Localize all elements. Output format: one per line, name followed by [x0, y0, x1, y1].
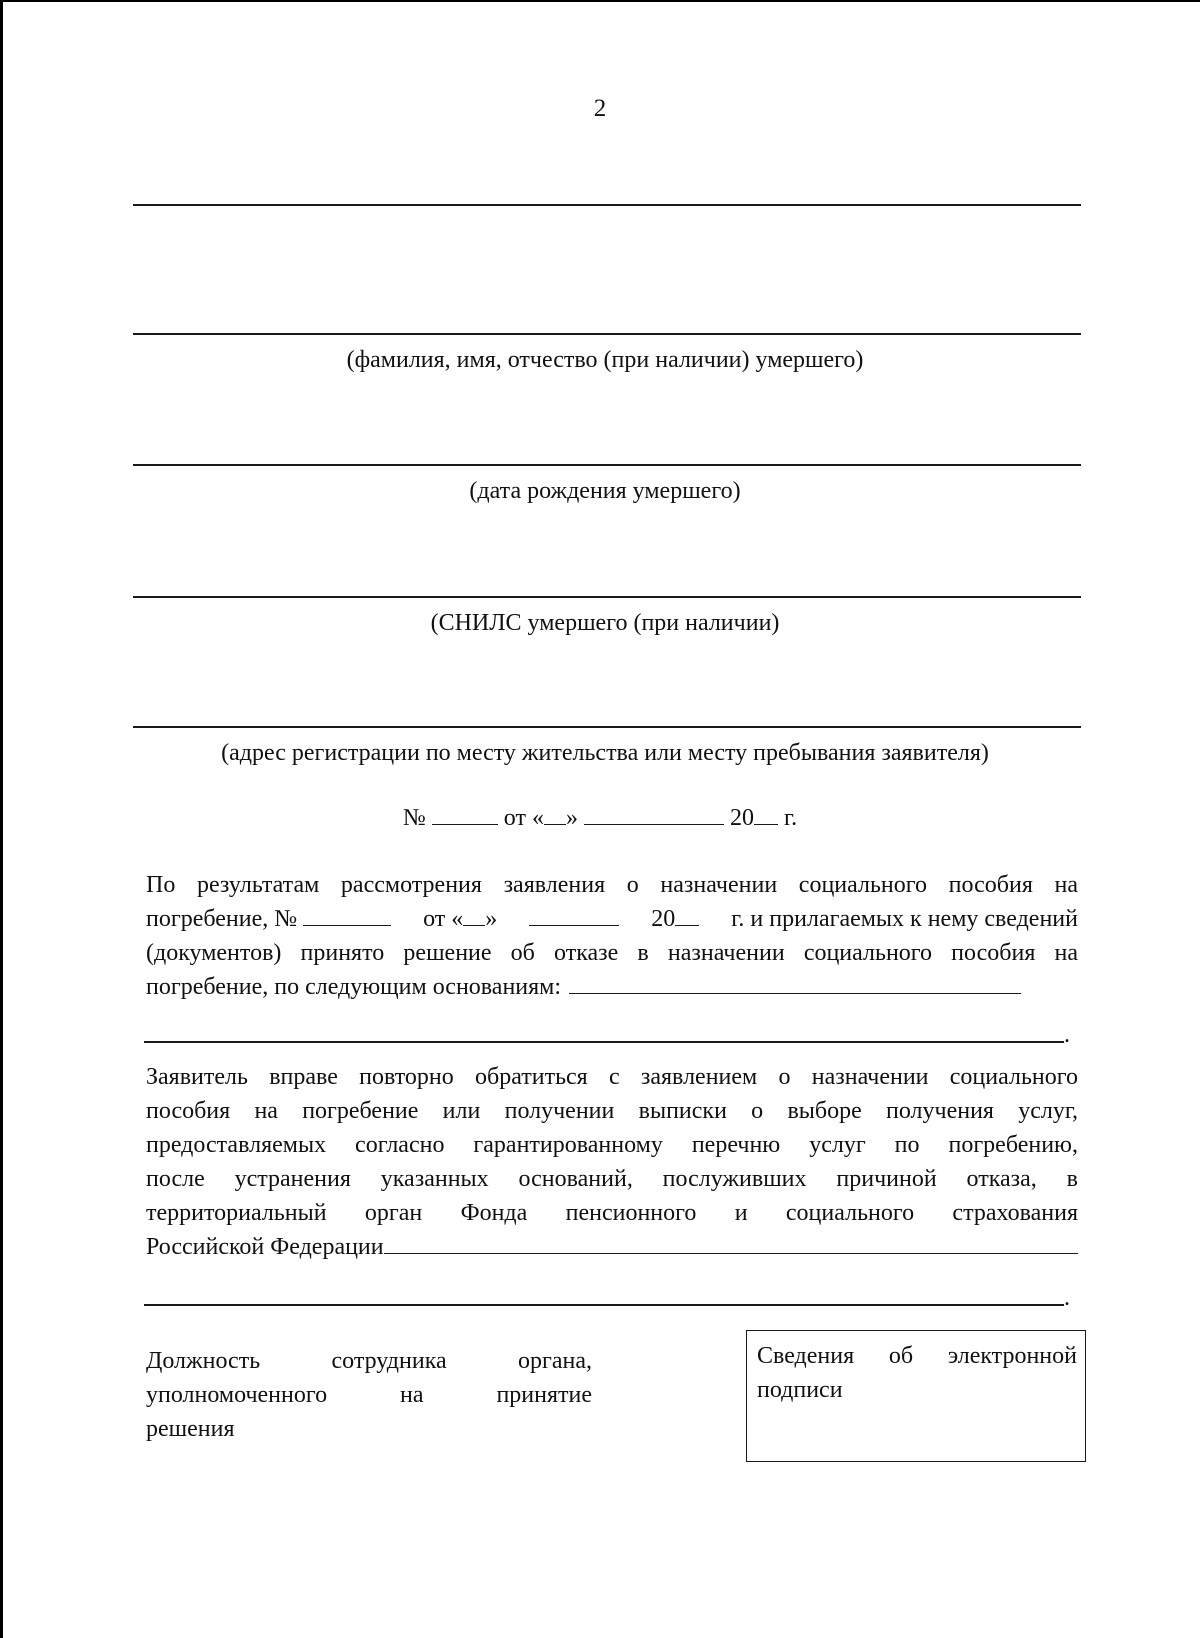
attached-info-text: г. и прилагаемых к нему сведений — [731, 906, 1078, 932]
reapply-line-3: предоставляемых согласно гарантированному перечню услуг по погребению, — [146, 1132, 1078, 1158]
year-suffix: г. — [783, 805, 798, 831]
position-word: на — [400, 1382, 424, 1408]
esign-word: об — [888, 1343, 914, 1369]
decision-number-line — [0, 804, 1200, 832]
application-no-label: погребение, № — [146, 906, 298, 932]
fund-end-dot: . — [1064, 1285, 1070, 1311]
year-blank — [754, 804, 778, 825]
position-line-3: решения — [146, 1416, 235, 1442]
fund-branch-blank — [384, 1233, 1078, 1254]
decision-paragraph — [146, 868, 1078, 1004]
reapply-line-5: территориальный орган Фонда пенсионного и социального страхования — [146, 1200, 1078, 1226]
full-name-line — [133, 333, 1081, 335]
reapply-line-2: пособия на погребение или получении выписки о выборе получения услуг, — [146, 1098, 1078, 1124]
application-month-blank — [529, 905, 619, 926]
number-blank — [432, 804, 498, 825]
page-number: 2 — [593, 95, 607, 122]
application-number-blank — [303, 905, 391, 926]
application-year-prefix: 20 — [651, 906, 676, 932]
birth-date-caption: (дата рождения умершего) — [469, 478, 741, 504]
recipient-line — [133, 204, 1081, 206]
esign-word: Сведения — [757, 1343, 855, 1369]
month-blank — [584, 804, 724, 825]
esign-line-1 — [757, 1339, 1077, 1373]
application-day-blank — [463, 905, 485, 926]
day-blank — [544, 804, 566, 825]
position-word: сотрудника — [331, 1348, 447, 1374]
reapply-line-4: после устранения указанных оснований, послуживших причиной отказа, в — [146, 1166, 1078, 1192]
esign-word: электронной — [947, 1343, 1077, 1369]
from-label: от « — [503, 805, 544, 831]
close-quote: » — [565, 805, 578, 831]
decision-line-2 — [146, 902, 1078, 936]
position-word: Должность — [146, 1348, 261, 1374]
snils-line — [133, 596, 1081, 598]
grounds-blank — [569, 973, 1021, 994]
reapply-line-6 — [146, 1230, 1078, 1264]
reapply-paragraph — [146, 1060, 1078, 1264]
grounds-continuation-line — [144, 1041, 1064, 1043]
scan-top-edge — [0, 0, 1200, 2]
birth-date-line — [133, 464, 1081, 466]
application-from-label: от « — [423, 906, 464, 932]
electronic-signature-box — [746, 1330, 1086, 1462]
position-word: принятие — [496, 1382, 592, 1408]
decision-line-3: (документов) принято решение об отказе в назначении социального пособия на — [146, 940, 1078, 966]
fund-continuation-line — [144, 1304, 1064, 1306]
decision-line-1: По результатам рассмотрения заявления о назначении социального пособия на — [146, 872, 1078, 898]
reapply-line-1: Заявитель вправе повторно обратиться с заявлением о назначении социального — [146, 1064, 1078, 1090]
snils-caption: (СНИЛС умершего (при наличии) — [430, 610, 780, 636]
esign-line-2: подписи — [757, 1377, 843, 1403]
fund-name-label: Российской Федерации — [146, 1234, 384, 1260]
position-line-1 — [146, 1344, 592, 1378]
position-line-2 — [146, 1378, 592, 1412]
decision-line-4 — [146, 970, 1078, 1004]
application-year-blank — [675, 905, 699, 926]
year-prefix: 20 — [729, 805, 754, 831]
grounds-label: погребение, по следующим основаниям: — [146, 974, 562, 1000]
official-position-block — [146, 1344, 592, 1446]
address-line — [133, 726, 1081, 728]
position-word: органа, — [518, 1348, 592, 1374]
position-word: уполномоченного — [146, 1382, 328, 1408]
grounds-end-dot: . — [1064, 1022, 1070, 1048]
full-name-caption: (фамилия, имя, отчество (при наличии) умершего) — [346, 347, 864, 373]
number-sign: № — [402, 805, 426, 831]
address-caption: (адрес регистрации по месту жительства или месту пребывания заявителя) — [221, 740, 989, 766]
application-close-quote: » — [485, 906, 498, 932]
